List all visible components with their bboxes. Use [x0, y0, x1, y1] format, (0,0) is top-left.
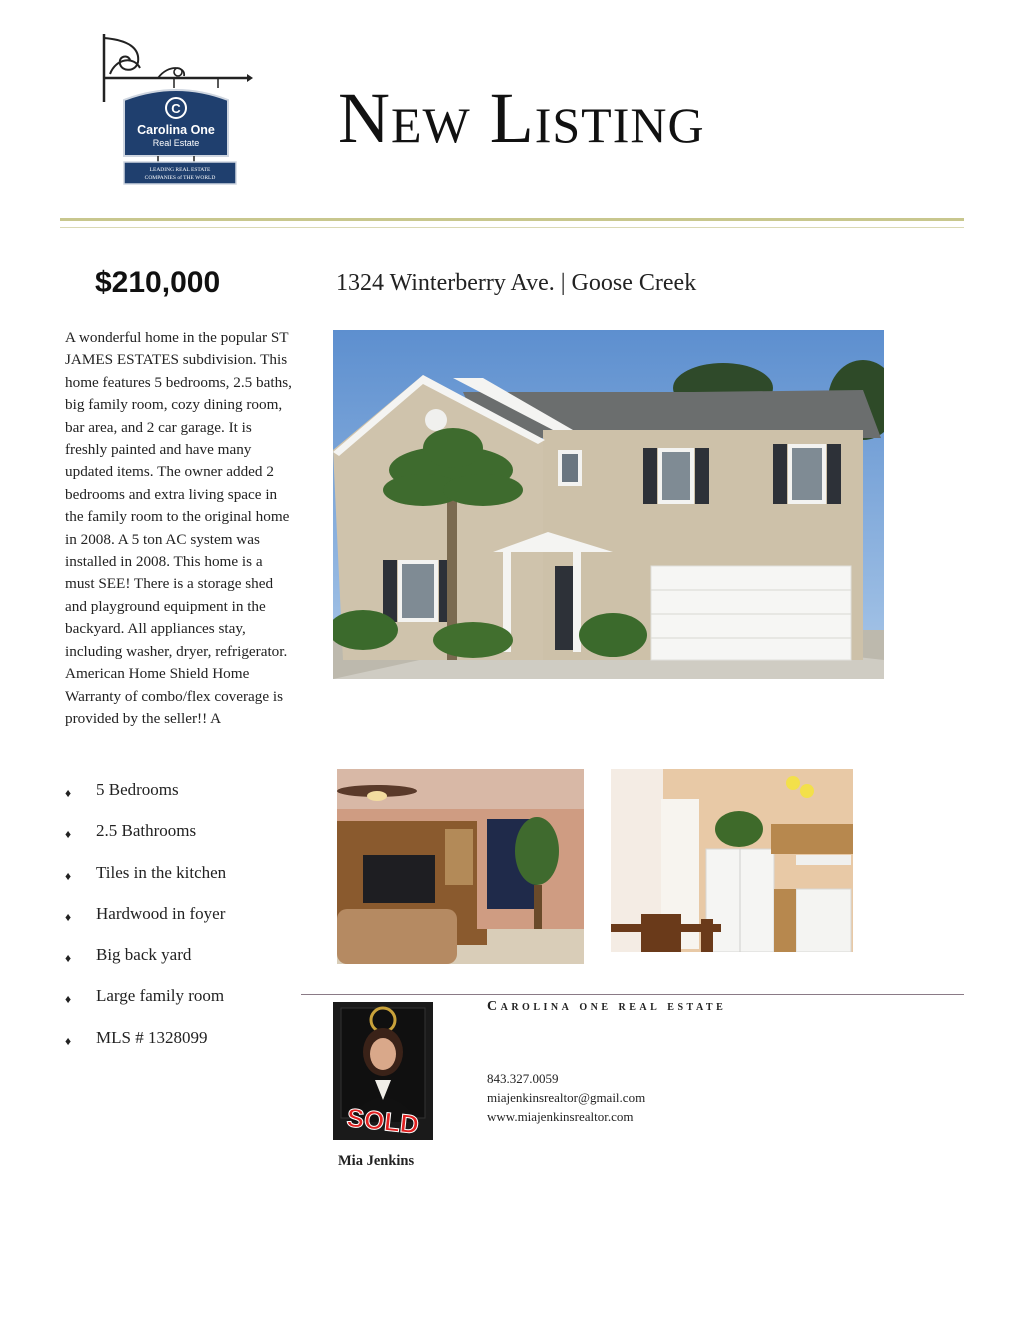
- header-divider-thin: [60, 227, 964, 228]
- diamond-bullet-icon: ♦: [65, 951, 72, 966]
- logo-brand-line2: Real Estate: [152, 138, 200, 148]
- list-item: [65, 1026, 305, 1067]
- feature-text: Tiles in the kitchen: [96, 862, 227, 882]
- feature-text: Big back yard: [96, 945, 192, 965]
- listing-address: 1324 Winterberry Ave. | Goose Creek: [336, 270, 697, 296]
- logo-tagline-line2: COMPANIES of THE WORLD: [144, 175, 216, 181]
- listing-price: $210,000: [95, 266, 221, 299]
- company-name: Carolina one real estate: [487, 999, 727, 1014]
- kitchen-photo: [611, 769, 853, 952]
- list-item: [65, 861, 305, 902]
- carolina-one-logo: [98, 30, 258, 190]
- feature-text: MLS # 1328099: [96, 1027, 208, 1047]
- footer-divider: [301, 994, 964, 995]
- diamond-bullet-icon: ♦: [65, 786, 72, 800]
- agent-name: Mia Jenkins: [338, 1153, 415, 1169]
- diamond-bullet-icon: ♦: [65, 1033, 72, 1048]
- logo-brand-line1: Carolina One: [137, 123, 215, 137]
- agent-email: miajenkinsrealtor@gmail.com: [487, 1090, 646, 1105]
- logo-mark: C: [171, 101, 181, 116]
- agent-phone: 843.327.0059: [487, 1071, 559, 1086]
- listing-description: A wonderful home in the popular ST JAMES ESTATES subdivision. This home features 5 bedrooms, 2.5 baths, big family room, cozy dining room, bar area, and 2 car garage. It is freshly painted and have many updated items. The owner added 2 bedrooms and extra living space in the family room to the original home in 2008. A 5 ton AC system was installed in 2008. This home is a must SEE! There is a storage shed and playground equipment in the backyard. All appliances stay, including washer, dryer, refrigerator. American Home Shield Home Warranty of combo/flex coverage is provided by the seller!! A: [65, 329, 292, 727]
- header-divider: [60, 218, 964, 221]
- list-item: [65, 943, 305, 984]
- feature-text: 2.5 Bathrooms: [96, 821, 197, 841]
- list-item: [65, 984, 305, 1025]
- feature-text: Large family room: [96, 986, 225, 1006]
- list-item: [65, 902, 305, 943]
- agent-photo: [333, 1002, 433, 1140]
- agent-website: www.miajenkinsrealtor.com: [487, 1109, 634, 1124]
- list-item: [65, 819, 305, 860]
- feature-list: [65, 778, 305, 1067]
- sold-sign: SOLD: [345, 1102, 421, 1140]
- diamond-bullet-icon: ♦: [65, 909, 72, 924]
- diamond-bullet-icon: ♦: [65, 868, 72, 883]
- list-item: [65, 778, 305, 819]
- living-room-photo: [337, 769, 584, 964]
- contact-info: [487, 1069, 645, 1126]
- diamond-bullet-icon: ♦: [65, 992, 72, 1007]
- house-exterior-photo: [333, 330, 884, 679]
- diamond-bullet-icon: ♦: [65, 827, 72, 842]
- page-title: New Listing: [338, 78, 705, 158]
- feature-text: Hardwood in foyer: [96, 903, 226, 923]
- logo-tagline-line1: LEADING REAL ESTATE: [149, 167, 211, 173]
- feature-text: 5 Bedrooms: [96, 780, 179, 799]
